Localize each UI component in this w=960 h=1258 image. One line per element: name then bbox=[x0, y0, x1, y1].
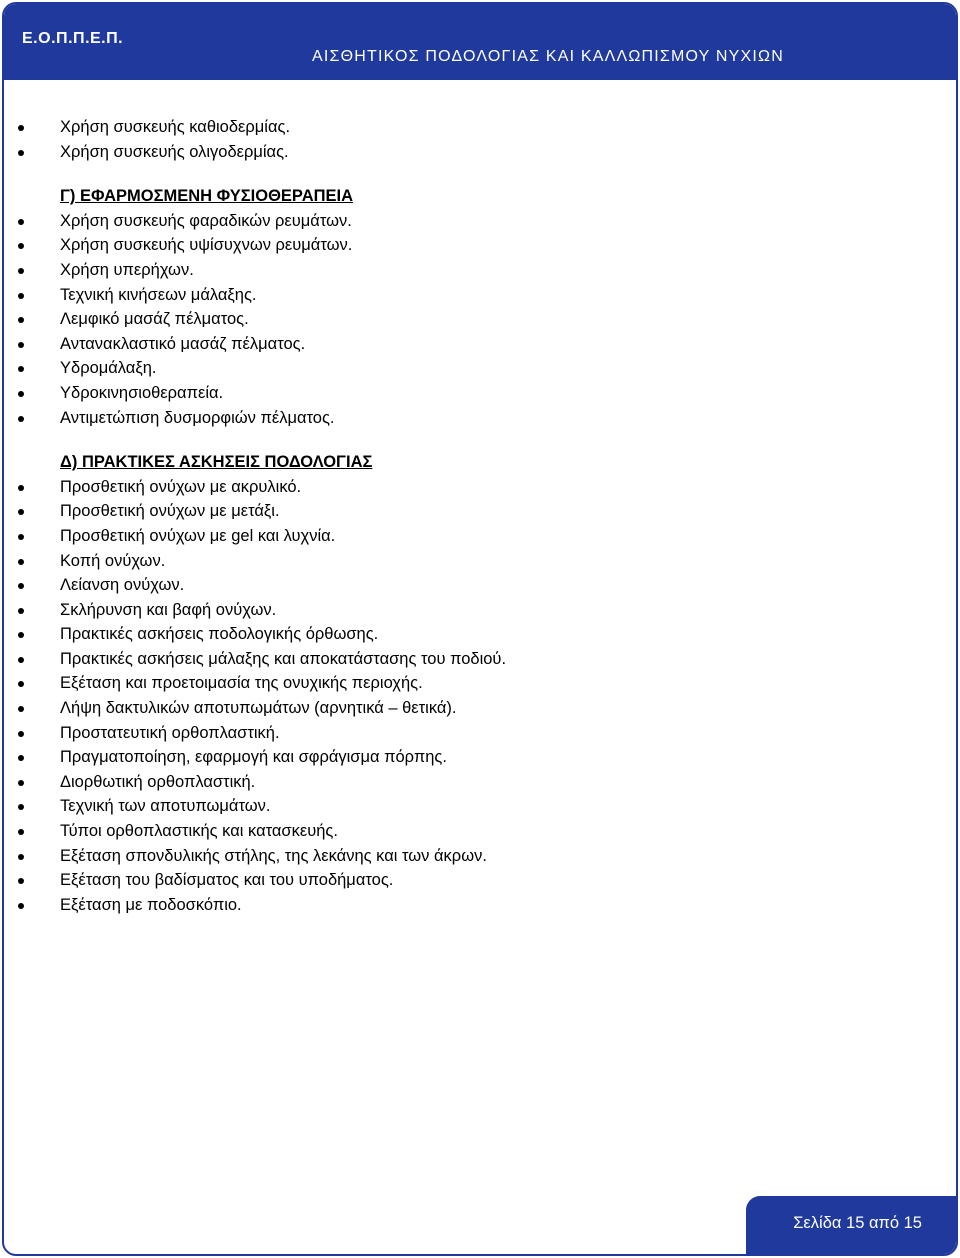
list-item: Πρακτικές ασκήσεις ποδολογικής όρθωσης. bbox=[4, 622, 956, 647]
bullet-icon bbox=[18, 681, 24, 687]
bullet-icon bbox=[18, 829, 24, 835]
bullet-icon bbox=[18, 534, 24, 540]
document-title: ΑΙΣΘΗΤΙΚΟΣ ΠΟΔΟΛΟΓΙΑΣ ΚΑΙ ΚΑΛΛΩΠΙΣΜΟΥ ΝΥΧΙΩΝ bbox=[312, 48, 784, 65]
bullet-icon bbox=[18, 125, 24, 131]
list-item: Εξέταση και προετοιμασία της ονυχικής περιοχής. bbox=[4, 671, 956, 696]
bullet-icon bbox=[18, 804, 24, 810]
bullet-icon bbox=[18, 878, 24, 884]
list-item: Λείανση ονύχων. bbox=[4, 573, 956, 598]
bullet-icon bbox=[18, 366, 24, 372]
list-item: Σκλήρυνση και βαφή ονύχων. bbox=[4, 598, 956, 623]
bullet-icon bbox=[18, 755, 24, 761]
list-item: Χρήση συσκευής υψίσυχνων ρευμάτων. bbox=[4, 233, 956, 258]
list-item: Υδροκινησιοθεραπεία. bbox=[4, 381, 956, 406]
list-item: Πραγματοποίηση, εφαρμογή και σφράγισμα πόρπης. bbox=[4, 745, 956, 770]
list-item: Χρήση υπερήχων. bbox=[4, 258, 956, 283]
bullet-icon bbox=[18, 485, 24, 491]
bullet-icon bbox=[18, 150, 24, 156]
bullet-icon bbox=[18, 268, 24, 274]
page-footer bbox=[746, 1196, 956, 1254]
page-header bbox=[4, 4, 956, 80]
bullet-icon bbox=[18, 657, 24, 663]
list-item: Προστατευτική ορθοπλαστική. bbox=[4, 721, 956, 746]
organization-label: Ε.Ο.Π.Π.Ε.Π. bbox=[22, 30, 124, 47]
list-item: Τύποι ορθοπλαστικής και κατασκευής. bbox=[4, 819, 956, 844]
bullet-icon bbox=[18, 416, 24, 422]
section-heading-d: Δ) ΠΡΑΚΤΙΚΕΣ ΑΣΚΗΣΕΙΣ ΠΟΔΟΛΟΓΙΑΣ bbox=[60, 453, 373, 472]
list-item: Κοπή ονύχων. bbox=[4, 549, 956, 574]
list-item: Τεχνική κινήσεων μάλαξης. bbox=[4, 283, 956, 308]
page-content bbox=[4, 115, 956, 917]
header-title-tab bbox=[286, 34, 956, 80]
bullet-icon bbox=[18, 854, 24, 860]
bullet-icon bbox=[18, 780, 24, 786]
list-item: Εξέταση με ποδοσκόπιο. bbox=[4, 893, 956, 918]
list-item: Προσθετική ονύχων με ακρυλικό. bbox=[4, 475, 956, 500]
list-item: Χρήση συσκευής φαραδικών ρευμάτων. bbox=[4, 209, 956, 234]
bullet-icon bbox=[18, 608, 24, 614]
list-item: Λήψη δακτυλικών αποτυπωμάτων (αρνητικά – θετικά). bbox=[4, 696, 956, 721]
bullet-icon bbox=[18, 293, 24, 299]
bullet-icon bbox=[18, 219, 24, 225]
list-item: Χρήση συσκευής ολιγοδερμίας. bbox=[4, 140, 956, 165]
bullet-icon bbox=[18, 903, 24, 909]
bullet-icon bbox=[18, 706, 24, 712]
list-item: Αντιμετώπιση δυσμορφιών πέλματος. bbox=[4, 406, 956, 431]
bullet-icon bbox=[18, 243, 24, 249]
bullet-icon bbox=[18, 632, 24, 638]
section-heading-g: Γ) ΕΦΑΡΜΟΣΜΕΝΗ ΦΥΣΙΟΘΕΡΑΠΕΙΑ bbox=[60, 187, 354, 206]
bullet-icon bbox=[18, 559, 24, 565]
document-page bbox=[2, 2, 958, 1256]
list-item: Εξέταση του βαδίσματος και του υποδήματος. bbox=[4, 868, 956, 893]
list-item: Αντανακλαστικό μασάζ πέλματος. bbox=[4, 332, 956, 357]
bullet-icon bbox=[18, 509, 24, 515]
bullet-icon bbox=[18, 391, 24, 397]
list-item: Προσθετική ονύχων με μετάξι. bbox=[4, 499, 956, 524]
list-item: Υδρομάλαξη. bbox=[4, 356, 956, 381]
list-item: Διορθωτική ορθοπλαστική. bbox=[4, 770, 956, 795]
bullet-icon bbox=[18, 317, 24, 323]
list-item: Πρακτικές ασκήσεις μάλαξης και αποκατάστασης του ποδιού. bbox=[4, 647, 956, 672]
page-number: Σελίδα 15 από 15 bbox=[793, 1214, 922, 1232]
bullet-icon bbox=[18, 731, 24, 737]
list-item: Χρήση συσκευής καθιοδερμίας. bbox=[4, 115, 956, 140]
list-item: Εξέταση σπονδυλικής στήλης, της λεκάνης και των άκρων. bbox=[4, 844, 956, 869]
list-item: Τεχνική των αποτυπωμάτων. bbox=[4, 794, 956, 819]
list-item: Προσθετική ονύχων με gel και λυχνία. bbox=[4, 524, 956, 549]
bullet-icon bbox=[18, 583, 24, 589]
list-item: Λεμφικό μασάζ πέλματος. bbox=[4, 307, 956, 332]
bullet-icon bbox=[18, 342, 24, 348]
